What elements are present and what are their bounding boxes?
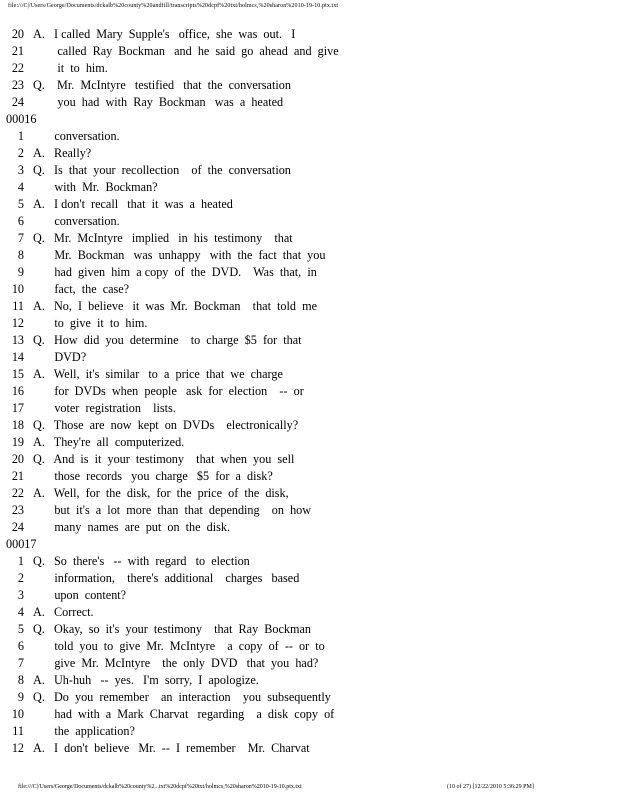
transcript-line bbox=[0, 400, 618, 417]
line-text: voter registration lists. bbox=[33, 401, 176, 415]
line-number: 22 bbox=[11, 61, 24, 75]
line-number: 6 bbox=[17, 214, 24, 228]
line-text: A. I called Mary Supple's office, she was out. I bbox=[33, 27, 296, 41]
transcript-line bbox=[0, 281, 618, 298]
transcript-line bbox=[0, 468, 618, 485]
transcript-line bbox=[0, 60, 618, 77]
line-text: called Ray Bockman and he said go ahead and give bbox=[33, 44, 339, 58]
line-number: 6 bbox=[17, 639, 24, 653]
line-number: 11 bbox=[12, 724, 24, 738]
line-number: 20 bbox=[11, 27, 24, 41]
line-text: but it's a lot more than that depending on how bbox=[33, 503, 312, 517]
line-text: upon content? bbox=[33, 588, 127, 602]
page-number: 00016 bbox=[6, 112, 37, 126]
line-text: A. No, I believe it was Mr. Bockman that told me bbox=[33, 299, 317, 313]
transcript-line bbox=[0, 43, 618, 60]
page-marker bbox=[0, 536, 618, 553]
transcript-line bbox=[0, 349, 618, 366]
line-text: Q. Mr. McIntyre testified that the conversation bbox=[33, 78, 291, 92]
line-number: 24 bbox=[11, 95, 24, 109]
transcript-line bbox=[0, 298, 618, 315]
transcript-line bbox=[0, 196, 618, 213]
transcript-line bbox=[0, 638, 618, 655]
line-text: Q. Mr. McIntyre implied in his testimony that bbox=[33, 231, 293, 245]
line-number: 7 bbox=[17, 231, 24, 245]
line-number: 5 bbox=[17, 622, 24, 636]
line-text: conversation. bbox=[33, 129, 120, 143]
line-number: 19 bbox=[11, 435, 24, 449]
line-number: 9 bbox=[17, 690, 24, 704]
line-text: Q. Okay, so it's your testimony that Ray Bockman bbox=[33, 622, 311, 636]
line-number: 12 bbox=[11, 741, 24, 755]
transcript-line bbox=[0, 230, 618, 247]
line-text: had given him a copy of the DVD. Was that, in bbox=[33, 265, 317, 279]
line-text: A. I don't recall that it was a heated bbox=[33, 197, 233, 211]
line-text: had with a Mark Charvat regarding a disk copy of bbox=[33, 707, 335, 721]
line-text: A. They're all computerized. bbox=[33, 435, 185, 449]
line-text: to give it to him. bbox=[33, 316, 148, 330]
transcript-line bbox=[0, 706, 618, 723]
transcript-line bbox=[0, 332, 618, 349]
line-number: 3 bbox=[17, 163, 24, 177]
line-text: those records you charge $5 for a disk? bbox=[33, 469, 273, 483]
line-text: you had with Ray Bockman was a heated bbox=[33, 95, 284, 109]
transcript-line bbox=[0, 315, 618, 332]
line-text: told you to give Mr. McIntyre a copy of -- or to bbox=[33, 639, 325, 653]
line-text: A. Uh-huh -- yes. I'm sorry, I apologize. bbox=[33, 673, 259, 687]
transcript-line bbox=[0, 417, 618, 434]
line-number: 8 bbox=[17, 673, 24, 687]
line-text: the application? bbox=[33, 724, 135, 738]
line-text: A. Correct. bbox=[33, 605, 94, 619]
transcript-line bbox=[0, 723, 618, 740]
line-text: Q. How did you determine to charge $5 for that bbox=[33, 333, 302, 347]
page-number: 00017 bbox=[6, 537, 37, 551]
transcript-line bbox=[0, 587, 618, 604]
line-number: 23 bbox=[11, 78, 24, 92]
line-text: A. Well, it's similar to a price that we charge bbox=[33, 367, 283, 381]
line-text: fact, the case? bbox=[33, 282, 130, 296]
file-path-footer: file:///C|/Users/George/Documents/dckalb%20county%2...txt%20dcpf%20txt/holmcs,%20sharon%2010-19-10.ptx.txt bbox=[18, 784, 302, 790]
line-text: Q. And is it your testimony that when you sell bbox=[33, 452, 295, 466]
line-number: 8 bbox=[17, 248, 24, 262]
line-text: Q. So there's -- with regard to election bbox=[33, 554, 250, 568]
line-number: 4 bbox=[17, 605, 24, 619]
transcript-body bbox=[0, 26, 618, 757]
transcript-line bbox=[0, 77, 618, 94]
line-text: Q. Is that your recollection of the conversation bbox=[33, 163, 291, 177]
line-text: information, there's additional charges based bbox=[33, 571, 300, 585]
file-path-header: file:///C|/Users/George/Documents/dckalb%20county%20andfill/transcripts%20dcpf%20txt/holmcs,%20sharon%2010-19-10.ptx.txt bbox=[8, 3, 339, 9]
line-text: Q. Do you remember an interaction you subsequently bbox=[33, 690, 331, 704]
line-text: with Mr. Bockman? bbox=[33, 180, 158, 194]
line-number: 1 bbox=[17, 554, 24, 568]
line-number: 10 bbox=[11, 707, 24, 721]
line-number: 2 bbox=[17, 146, 24, 160]
line-number: 21 bbox=[11, 44, 24, 58]
line-text: Mr. Bockman was unhappy with the fact that you bbox=[33, 248, 326, 262]
transcript-line bbox=[0, 672, 618, 689]
line-number: 1 bbox=[17, 129, 24, 143]
line-text: many names are put on the disk. bbox=[33, 520, 230, 534]
line-number: 24 bbox=[11, 520, 24, 534]
line-number: 17 bbox=[11, 401, 24, 415]
line-number: 7 bbox=[17, 656, 24, 670]
page-info-footer: (10 of 27) [12/22/2010 5:36:29 PM] bbox=[447, 784, 534, 790]
transcript-line bbox=[0, 128, 618, 145]
line-number: 20 bbox=[11, 452, 24, 466]
line-text: A. Well, for the disk, for the price of the disk, bbox=[33, 486, 289, 500]
line-number: 14 bbox=[11, 350, 24, 364]
line-number: 11 bbox=[12, 299, 24, 313]
transcript-line bbox=[0, 502, 618, 519]
transcript-line bbox=[0, 604, 618, 621]
transcript-line bbox=[0, 145, 618, 162]
transcript-line bbox=[0, 451, 618, 468]
line-text: it to him. bbox=[33, 61, 108, 75]
line-number: 3 bbox=[17, 588, 24, 602]
transcript-line bbox=[0, 26, 618, 43]
transcript-line bbox=[0, 213, 618, 230]
line-number: 16 bbox=[11, 384, 24, 398]
line-text: A. I don't believe Mr. -- I remember Mr. Charvat bbox=[33, 741, 310, 755]
transcript-line bbox=[0, 655, 618, 672]
transcript-line bbox=[0, 519, 618, 536]
line-text: give Mr. McIntyre the only DVD that you had? bbox=[33, 656, 319, 670]
line-number: 10 bbox=[11, 282, 24, 296]
transcript-line bbox=[0, 264, 618, 281]
line-number: 12 bbox=[11, 316, 24, 330]
page-marker bbox=[0, 111, 618, 128]
line-number: 9 bbox=[17, 265, 24, 279]
transcript-line bbox=[0, 179, 618, 196]
line-number: 15 bbox=[11, 367, 24, 381]
line-text: Q. Those are now kept on DVDs electronically? bbox=[33, 418, 299, 432]
line-number: 13 bbox=[11, 333, 24, 347]
transcript-line bbox=[0, 689, 618, 706]
line-number: 4 bbox=[17, 180, 24, 194]
transcript-line bbox=[0, 434, 618, 451]
transcript-line bbox=[0, 621, 618, 638]
line-number: 21 bbox=[11, 469, 24, 483]
line-number: 22 bbox=[11, 486, 24, 500]
transcript-line bbox=[0, 740, 618, 757]
line-number: 23 bbox=[11, 503, 24, 517]
transcript-line bbox=[0, 485, 618, 502]
line-text: conversation. bbox=[33, 214, 120, 228]
transcript-line bbox=[0, 553, 618, 570]
line-number: 2 bbox=[17, 571, 24, 585]
line-text: for DVDs when people ask for election -- or bbox=[33, 384, 304, 398]
transcript-line bbox=[0, 383, 618, 400]
transcript-line bbox=[0, 570, 618, 587]
transcript-line bbox=[0, 366, 618, 383]
transcript-line bbox=[0, 94, 618, 111]
line-number: 5 bbox=[17, 197, 24, 211]
transcript-line bbox=[0, 247, 618, 264]
line-text: A. Really? bbox=[33, 146, 92, 160]
line-text: DVD? bbox=[33, 350, 87, 364]
line-number: 18 bbox=[11, 418, 24, 432]
transcript-line bbox=[0, 162, 618, 179]
